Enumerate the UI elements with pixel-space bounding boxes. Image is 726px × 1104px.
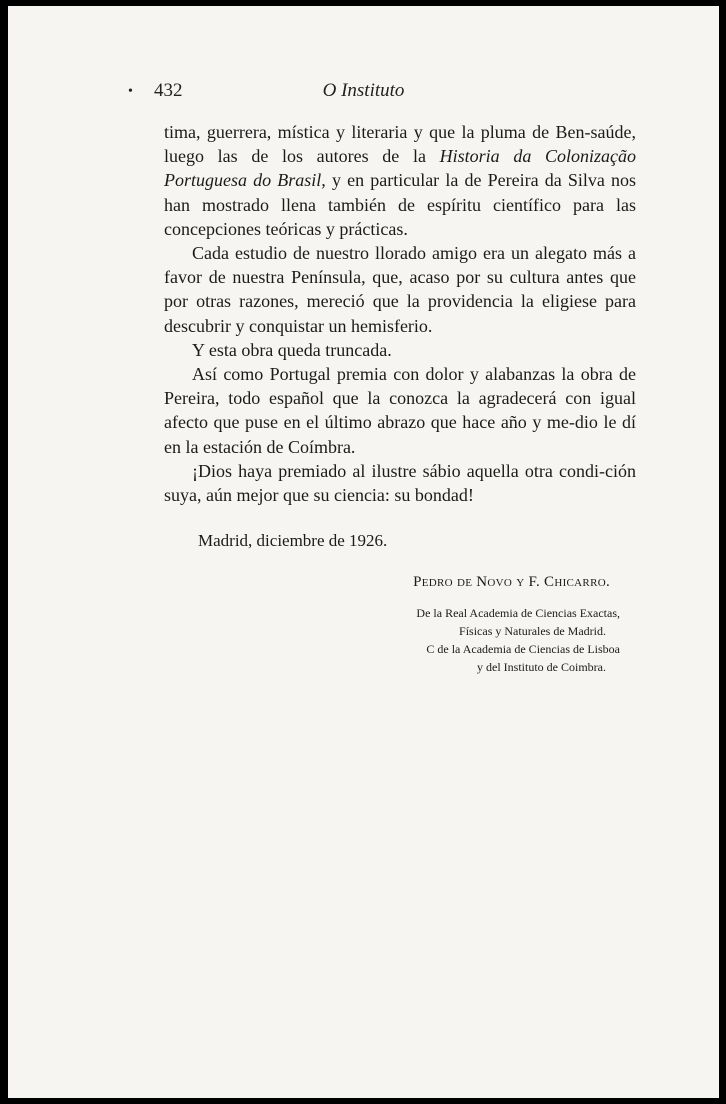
author-affiliation-3: C de la Academia de Ciencias de Lisboa [426, 642, 620, 656]
paragraph-1-text-a: tima, guerrera, mística y literaria y que la pluma de Ben-saúde, luego las de los autores de la [164, 122, 636, 167]
paragraph-1 [164, 120, 636, 241]
paragraph-1-text-b: y en particular la de Pereira da Silva nos han mostrado llena también de espíritu científico para las concepciones teóricas y prácticas. [164, 170, 636, 239]
body-text [164, 120, 636, 507]
author-affiliation-2: Físicas y Naturales de Madrid. [459, 624, 606, 638]
book-page [8, 6, 719, 1098]
author-signature: Pedro de Novo y F. Chicarro. [413, 574, 610, 590]
page-header [8, 80, 719, 110]
page-number: 432 [154, 80, 183, 101]
author-affiliation-4: y del Instituto de Coimbra. [477, 660, 606, 674]
margin-mark: • [128, 84, 133, 99]
running-title: O Instituto [322, 80, 405, 101]
paragraph-4: Así como Portugal premia con dolor y alabanzas la obra de Pereira, todo español que la conozca la agradecerá con igual afecto que puse en el último abrazo que hace año y me-dio le dí en la estación de Coímbra. [164, 364, 636, 457]
paragraph-3: Y esta obra queda truncada. [192, 339, 392, 360]
dateline: Madrid, diciembre de 1926. [198, 531, 388, 550]
paragraph-5: ¡Dios haya premiado al ilustre sábio aquella otra condi-ción suya, aún mejor que su ciencia: su bondad! [164, 460, 636, 506]
paragraph-2: Cada estudio de nuestro llorado amigo era un alegato más a favor de nuestra Península, que, acaso por su cultura antes que por otras razones, mereció que la providencia la eligiese para descubrir y conquistar un hemisferio. [164, 243, 636, 336]
book-title-italic: Historia da Colonização Portuguesa do Brasil, [164, 146, 636, 191]
author-affiliation-1: De la Real Academia de Ciencias Exactas, [416, 606, 620, 620]
